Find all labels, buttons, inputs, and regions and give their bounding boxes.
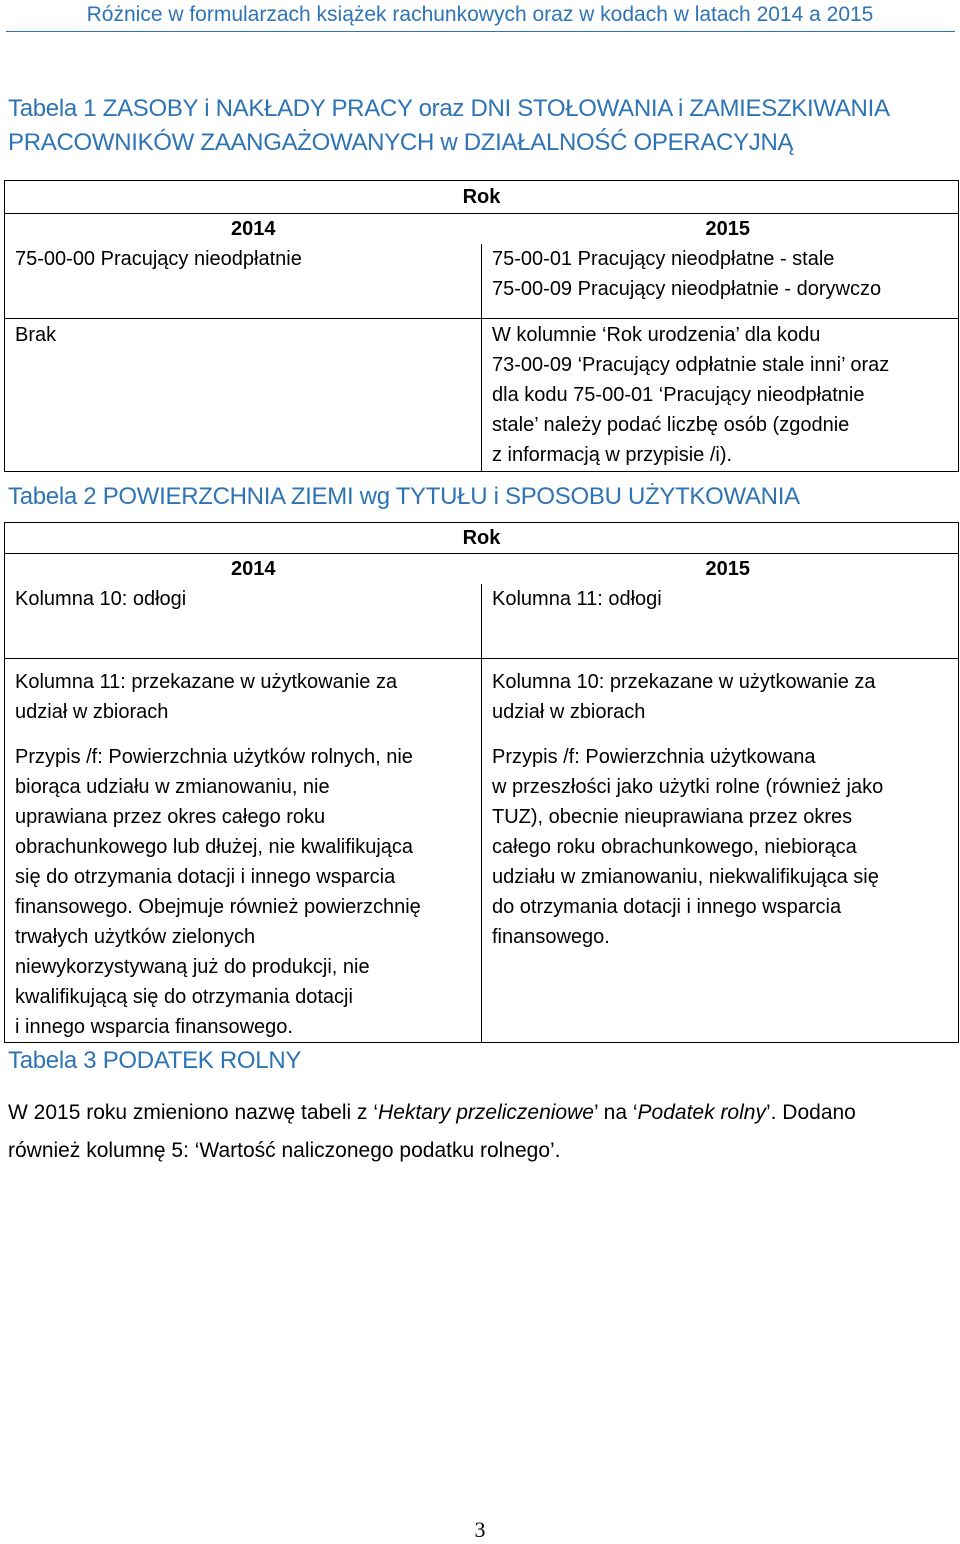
page-number: 3 [474, 1517, 486, 1542]
table2-row3-2014 [5, 736, 482, 1043]
text-line: obrachunkowego lub dłużej, nie kwalifikująca [15, 836, 414, 858]
note-line: z informacją w przypisie /i). [492, 443, 733, 466]
table2-row3-2015 [482, 736, 959, 1043]
table2 [4, 522, 959, 1043]
table2-year-2014: 2014 [5, 554, 482, 585]
table2-row1-2015 [482, 584, 959, 658]
table1-rok-header: Rok [5, 181, 959, 214]
table1-title-line2: PRACOWNIKÓW ZAANGAŻOWANYCH w DZIAŁALNOŚĆ OPERACYJNĄ [8, 129, 794, 156]
code-75-00-01: 75-00-01 Pracujący nieodpłatne - stale [492, 248, 835, 270]
paragraph-line-2: również kolumnę 5: ‘Wartość naliczonego podatku rolnego’. [8, 1139, 561, 1162]
table1 [4, 180, 959, 472]
table2-row2-2014 [5, 658, 482, 736]
text-line: finansowego. Obejmuje również powierzchnię [15, 896, 421, 918]
table1-row2-2015 [482, 318, 959, 471]
kolumna-11-odlogi: Kolumna 11: odłogi [492, 588, 662, 610]
text-line: i innego wsparcia finansowego. [15, 1016, 293, 1038]
text-line: niewykorzystywaną już do produkcji, nie [15, 956, 370, 978]
table2-row1-2014 [5, 584, 482, 658]
header-divider [6, 31, 955, 32]
text-line: udział w zbiorach [15, 700, 169, 723]
table3-title: Tabela 3 PODATEK ROLNY [8, 1047, 302, 1074]
text-line: w przeszłości jako użytki rolne (również jako [492, 776, 884, 798]
text-line: Kolumna 10: przekazane w użytkowanie za [492, 670, 876, 693]
code-75-00-00: 75-00-00 Pracujący nieodpłatnie [15, 248, 302, 270]
text-part: ’. Dodano [765, 1101, 856, 1124]
text-part: W 2015 roku zmieniono nazwę tabeli z ‘ [8, 1101, 379, 1124]
table1-row1-2014 [5, 244, 482, 318]
kolumna-10-odlogi: Kolumna 10: odłogi [15, 588, 187, 610]
text-line: udział w zbiorach [492, 700, 646, 723]
text-line: TUZ), obecnie nieuprawiana przez okres [492, 806, 853, 828]
table2-row2-2015 [482, 658, 959, 736]
text-line: Przypis /f: Powierzchnia użytkowana [492, 746, 816, 768]
italic-table-name-new: Podatek rolny [637, 1101, 766, 1124]
note-line: dla kodu 75-00-01 ‘Pracujący nieodpłatnie [492, 383, 865, 406]
text-line: uprawiana przez okres całego roku [15, 806, 326, 828]
text-line: Przypis /f: Powierzchnia użytków rolnych, nie [15, 746, 413, 768]
table3-paragraph [8, 1094, 953, 1170]
text-line: trwałych użytków zielonych [15, 926, 256, 948]
table1-title-line1: Tabela 1 ZASOBY i NAKŁADY PRACY oraz DNI STOŁOWANIA i ZAMIESZKIWANIA [8, 95, 890, 122]
table2-title: Tabela 2 POWIERZCHNIA ZIEMI wg TYTUŁU i SPOSOBU UŻYTKOWANIA [8, 483, 800, 510]
note-line: W kolumnie ‘Rok urodzenia’ dla kodu [492, 323, 821, 346]
text-line: całego roku obrachunkowego, niebiorąca [492, 836, 857, 858]
text-line: udziału w zmianowaniu, niekwalifikująca się [492, 866, 879, 888]
text-line: się do otrzymania dotacji i innego wsparcia [15, 866, 396, 888]
text-line: finansowego. [492, 926, 610, 948]
table2-rok-header: Rok [5, 523, 959, 554]
table2-year-2015: 2015 [482, 554, 959, 585]
table1-row1-2015 [482, 244, 959, 318]
text-line: Kolumna 11: przekazane w użytkowanie za [15, 670, 398, 693]
note-line: stale’ należy podać liczbę osób (zgodnie [492, 413, 850, 436]
code-75-00-09: 75-00-09 Pracujący nieodpłatnie - dorywczo [492, 278, 882, 300]
brak-text: Brak [15, 323, 57, 346]
text-part: ’ na ‘ [593, 1101, 638, 1124]
text-line: kwalifikującą się do otrzymania dotacji [15, 986, 353, 1008]
table1-year-2014: 2014 [5, 214, 482, 245]
table1-row2-2014 [5, 318, 482, 471]
document-header: Różnice w formularzach książek rachunkowych oraz w kodach w latach 2014 a 2015 [86, 3, 874, 26]
text-line: do otrzymania dotacji i innego wsparcia [492, 896, 842, 918]
note-line: 73-00-09 ‘Pracujący odpłatnie stale inni’ oraz [492, 353, 890, 376]
paragraph-line-1 [8, 1094, 953, 1132]
table1-year-2015: 2015 [482, 214, 959, 245]
italic-table-name-old: Hektary przeliczeniowe [378, 1101, 594, 1124]
text-line: biorąca udziału w zmianowaniu, nie [15, 776, 330, 798]
